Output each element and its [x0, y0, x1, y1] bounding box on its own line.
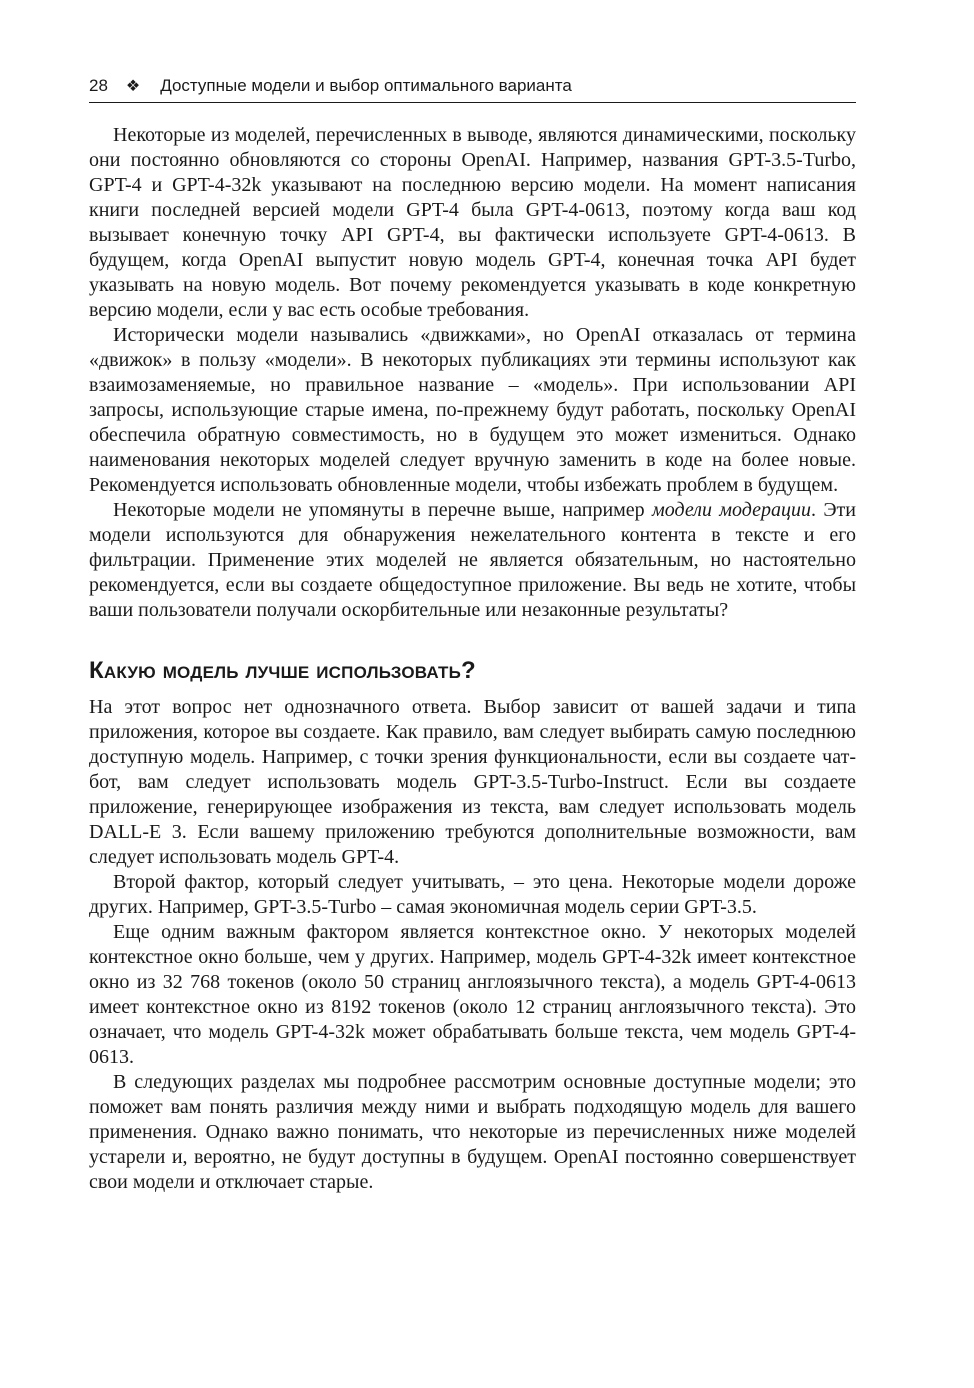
- paragraph: Второй фактор, который следует учитывать, – это цена. Некоторые модели дороже других. Например, GPT-3.5-Turbo – самая экономичная модель серии GPT-3.5.: [89, 871, 856, 918]
- chapter-title: Доступные модели и выбор оптимального варианта: [160, 76, 572, 95]
- paragraph-text: . Эти модели используются для обнаружения нежелательного контента в тексте и его фильтрации. Применение этих моделей не является обязательным, но настоятельно рекомендуется, если вы создаете общедоступное приложение. Вы ведь не хотите, чтобы ваши пользователи получали оскорбительные или незаконные результаты?: [89, 499, 856, 621]
- section-two-body: [89, 695, 856, 1195]
- section-one-body: [89, 123, 856, 623]
- paragraph: Исторически модели назывались «движками», но OpenAI отказалась от термина «движок» в пользу «модели». В некоторых публикациях эти термины используют как взаимозаменяемые, но правильное название – «модель». При использовании API запросы, использующие старые имена, по-прежнему будут работать, поскольку OpenAI обеспечила обратную совместимость, но в будущем это может измениться. Однако наименования некоторых моделей следует вручную заменить в коде на более новые. Рекомендуется использовать обновленные модели, чтобы избежать проблем в будущем.: [89, 324, 856, 496]
- running-header: [89, 76, 856, 103]
- paragraph: Еще одним важным фактором является контекстное окно. У некоторых моделей контекстное окно больше, чем у других. Например, модель GPT-4-32k имеет контекстное окно из 32 768 токенов (около 50 страниц англоязычного текста), а модель GPT-4-0613 имеет контекстное окно из 8192 токенов (около 12 страниц англоязычного текста). Это означает, что модель GPT-4-32k может обрабатывать больше текста, чем модель GPT-4-0613.: [89, 921, 856, 1068]
- paragraph-text: Некоторые модели не упомянуты в перечне выше, например: [113, 499, 652, 521]
- section-heading: Какую модель лучше использовать?: [89, 657, 476, 684]
- ornament-icon: ❖: [125, 78, 141, 95]
- book-page: [89, 76, 856, 1195]
- paragraph: [89, 498, 856, 623]
- emphasized-term: модели модерации: [652, 499, 812, 521]
- paragraph: На этот вопрос нет однозначного ответа. Выбор зависит от вашей задачи и типа приложения, которое вы создаете. Как правило, вам следует выбирать самую последнюю доступную модель. Например, с точки зрения функциональности, если вы создаете чат-бот, вам следует использовать модель GPT-3.5-Turbo-Instruct. Если вы создаете приложение, генерирующее изображения из текста, вам следует использовать модель DALL-E 3. Если вашему приложению требуются дополнительные возможности, вам следует использовать модель GPT-4.: [89, 696, 856, 868]
- paragraph: В следующих разделах мы подробнее рассмотрим основные доступные модели; это поможет вам понять различия между ними и выбрать подходящую модель для вашего применения. Однако важно понимать, что некоторые из перечисленных ниже моделей устарели и, вероятно, не будут доступны в будущем. OpenAI постоянно совершенствует свои модели и отключает старые.: [89, 1071, 856, 1193]
- paragraph: Некоторые из моделей, перечисленных в выводе, являются динамическими, поскольку они постоянно обновляются со стороны OpenAI. Например, названия GPT-3.5-Turbo, GPT-4 и GPT-4-32k указывают на последнюю версию модели. На момент написания книги последней версией модели GPT-4 была GPT-4-0613, поэтому когда ваш код вызывает конечную точку API GPT-4, вы фактически используете GPT-4-0613. В будущем, когда OpenAI выпустит новую модель GPT-4, конечная точка API будет указывать на новую модель. Вот почему рекомендуется указывать в коде конкретную версию модели, если у вас есть особые требования.: [89, 124, 857, 321]
- page-number: 28: [89, 76, 108, 95]
